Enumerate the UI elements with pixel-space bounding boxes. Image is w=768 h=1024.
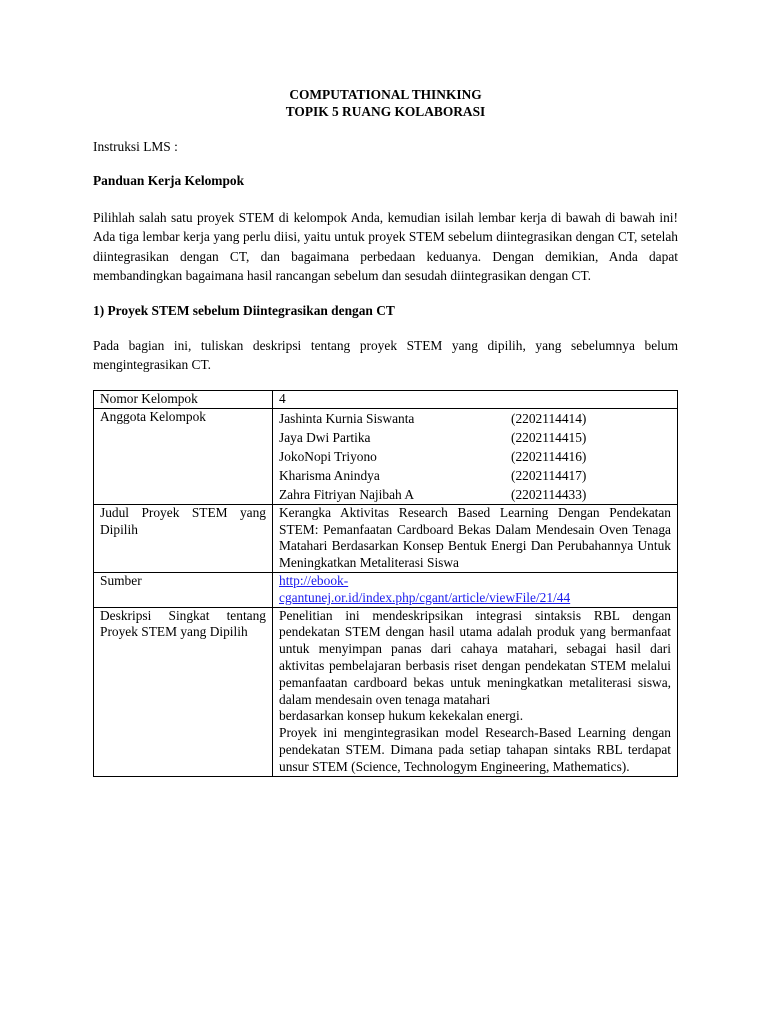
document-page <box>93 86 678 374</box>
section1-paragraph: Pada bagian ini, tuliskan deskripsi tentang proyek STEM yang dipilih, yang sebelumnya belum mengintegrasikan CT. <box>93 338 678 373</box>
member-name: Kharisma Anindya <box>279 467 380 483</box>
table-row <box>94 408 678 504</box>
section1-heading: 1) Proyek STEM sebelum Diintegrasikan dengan CT <box>93 303 395 319</box>
members-label: Anggota Kelompok <box>94 408 273 504</box>
table-row <box>94 391 678 409</box>
member-row <box>279 409 671 428</box>
member-row <box>279 447 671 466</box>
source-cell <box>273 572 678 607</box>
member-name: Jashinta Kurnia Siswanta <box>279 410 415 426</box>
member-name: Zahra Fitriyan Najibah A <box>279 486 414 502</box>
guide-heading: Panduan Kerja Kelompok <box>93 173 245 188</box>
description-cell <box>273 607 678 776</box>
source-link-line1[interactable]: http://ebook- <box>279 572 349 588</box>
document-title-line1: COMPUTATIONAL THINKING <box>289 87 482 102</box>
project-title-value: Kerangka Aktivitas Research Based Learning Dengan Pendekatan STEM: Pemanfaatan Cardboard Bekas Dalam Mendesain Oven Tenaga Matahari Berdasarkan Konsep Bentuk Energi Dan Perubahannya Untuk Meningkatkan Metaliterasi Siswa <box>273 504 678 572</box>
description-label: Deskripsi Singkat tentang Proyek STEM yang Dipilih <box>94 607 273 776</box>
description-paragraph: berdasarkan konsep hukum kekekalan energi. <box>279 708 524 724</box>
member-row <box>279 466 671 485</box>
table-row <box>94 607 678 776</box>
project-title-label: Judul Proyek STEM yang Dipilih <box>94 504 273 572</box>
members-cell <box>273 408 678 504</box>
group-number-label: Nomor Kelompok <box>94 391 273 409</box>
member-nim: (2202114415) <box>511 429 587 445</box>
description-paragraph: Penelitian ini mendeskripsikan integrasi sintaksis RBL dengan pendekatan STEM dengan hasil utama adalah produk yang bermanfaat untuk menyimpan panas dari cahaya matahari, sebagai hasil dari aktivitas pembelajaran berbasis riset dengan pendekatan STEM melalui pemanfaatan cardboard bekas untuk meningkatkan metaliterasi siswa, dalam mendesain oven tenaga matahari <box>279 607 671 707</box>
table-row <box>94 572 678 607</box>
intro-paragraph: Pilihlah salah satu proyek STEM di kelompok Anda, kemudian isilah lembar kerja di bawah di bawah ini! Ada tiga lembar kerja yang perlu diisi, yaitu untuk proyek STEM sebelum diintegrasikan dengan CT, setelah diintegrasikan dengan CT, dan bagaimana perbedaan keduanya. Dengan demikian, Anda dapat membandingkan bagaimana hasil rancangan sebelum dan sesudah diintegrasikan dengan CT. <box>93 210 678 283</box>
instruction-label: Instruksi LMS : <box>93 139 178 154</box>
source-label: Sumber <box>94 572 273 607</box>
member-nim: (2202114417) <box>511 467 587 483</box>
member-name: Jaya Dwi Partika <box>279 429 371 445</box>
document-title-line2: TOPIK 5 RUANG KOLABORASI <box>285 104 486 119</box>
project-info-table <box>93 390 678 777</box>
member-nim: (2202114416) <box>511 448 587 464</box>
member-nim: (2202114414) <box>511 410 587 426</box>
member-row <box>279 485 671 504</box>
member-row <box>279 428 671 447</box>
table-row <box>94 504 678 572</box>
description-paragraph: Proyek ini mengintegrasikan model Research-Based Learning dengan pendekatan STEM. Dimana pada setiap tahapan sintaks RBL terdapat unsur STEM (Science, Technologym Engineering, Mathematics). <box>279 725 671 774</box>
member-nim: (2202114433) <box>511 486 587 502</box>
member-name: JokoNopi Triyono <box>279 448 377 464</box>
source-link-line2[interactable]: cgantunej.or.id/index.php/cgant/article/viewFile/21/44 <box>279 589 571 605</box>
group-number-value: 4 <box>273 391 678 409</box>
